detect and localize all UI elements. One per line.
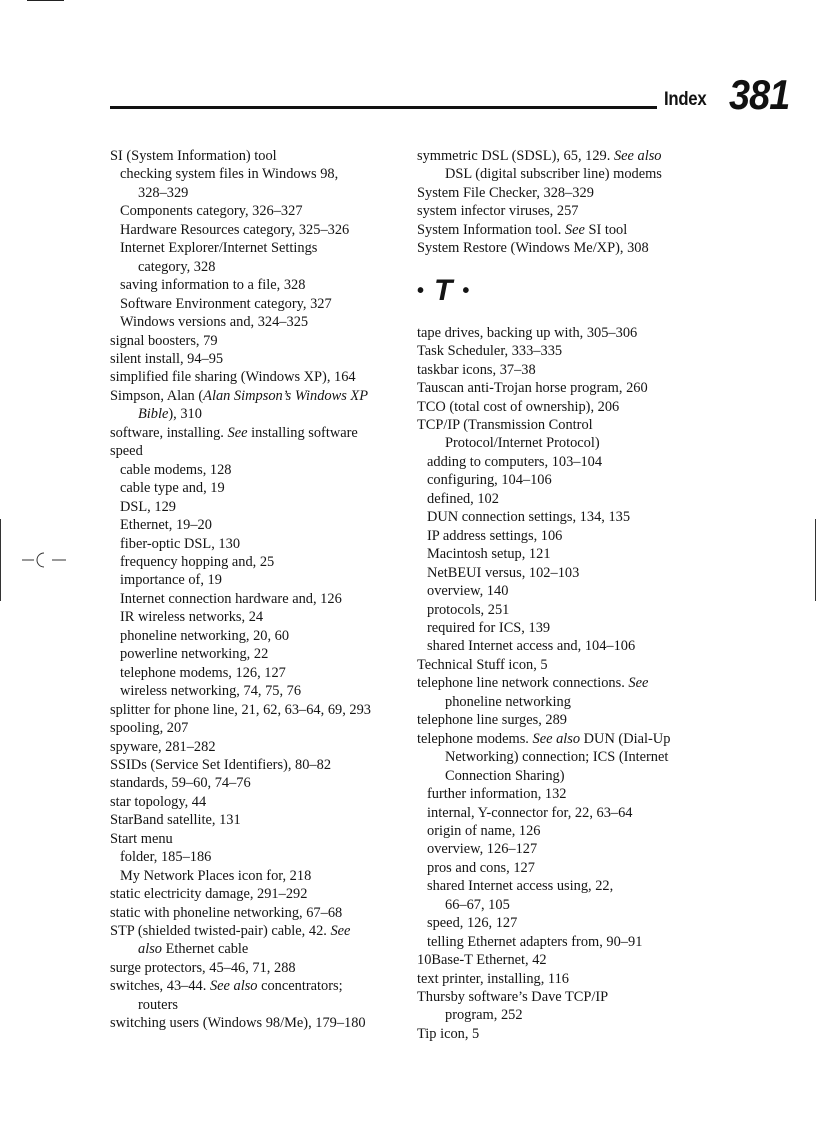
index-entry: text printer, installing, 116 bbox=[417, 970, 569, 987]
index-subentry: category, 328 bbox=[138, 258, 216, 275]
index-subentry: My Network Places icon for, 218 bbox=[120, 867, 312, 884]
index-entry: program, 252 bbox=[445, 1007, 523, 1024]
index-entry: speed bbox=[110, 443, 143, 460]
index-subentry: checking system files in Windows 98, bbox=[120, 166, 339, 183]
index-subentry: Components category, 326–327 bbox=[120, 203, 303, 220]
index-subentry: Internet connection hardware and, 126 bbox=[120, 590, 342, 607]
index-subentry: overview, 126–127 bbox=[427, 841, 538, 858]
index-column-right bbox=[417, 147, 727, 1043]
index-entry: surge protectors, 45–46, 71, 288 bbox=[110, 959, 296, 976]
index-subentry: Hardware Resources category, 325–326 bbox=[120, 221, 350, 238]
index-entry: standards, 59–60, 74–76 bbox=[110, 775, 251, 792]
index-entry: system infector viruses, 257 bbox=[417, 203, 579, 220]
index-entry: SSIDs (Service Set Identifiers), 80–82 bbox=[110, 756, 332, 773]
index-entry: Task Scheduler, 333–335 bbox=[417, 343, 563, 360]
index-subentry: wireless networking, 74, 75, 76 bbox=[120, 683, 302, 700]
index-subentry: Windows versions and, 324–325 bbox=[120, 314, 309, 331]
index-subentry: telling Ethernet adapters from, 90–91 bbox=[427, 933, 643, 950]
index-column-left bbox=[110, 147, 410, 1033]
index-entry: Start menu bbox=[110, 830, 173, 847]
index-entry: also Ethernet cable bbox=[138, 941, 249, 958]
section-letter: T bbox=[434, 274, 453, 308]
index-entry: Technical Stuff icon, 5 bbox=[417, 656, 548, 673]
index-subentry: saving information to a file, 328 bbox=[120, 277, 306, 294]
index-subentry: frequency hopping and, 25 bbox=[120, 553, 275, 570]
index-entry: DSL (digital subscriber line) modems bbox=[445, 166, 662, 183]
index-entry: Protocol/Internet Protocol) bbox=[445, 435, 600, 452]
index-entry: Thursby software’s Dave TCP/IP bbox=[417, 989, 609, 1006]
index-subentry: protocols, 251 bbox=[427, 601, 510, 618]
index-subentry: Macintosh setup, 121 bbox=[427, 546, 551, 563]
index-entry: System Information tool. See SI tool bbox=[417, 221, 628, 238]
index-subentry: phoneline networking, 20, 60 bbox=[120, 627, 290, 644]
index-entry: 10Base-T Ethernet, 42 bbox=[417, 952, 547, 969]
index-entry: StarBand satellite, 131 bbox=[110, 812, 241, 829]
index-subentry: Ethernet, 19–20 bbox=[120, 517, 212, 534]
index-entry: Bible), 310 bbox=[138, 406, 202, 423]
index-entry: switching users (Windows 98/Me), 179–180 bbox=[110, 1015, 366, 1032]
index-entry: software, installing. See installing software bbox=[110, 424, 358, 441]
index-subentry: shared Internet access and, 104–106 bbox=[427, 638, 636, 655]
index-subentry: IP address settings, 106 bbox=[427, 527, 563, 544]
index-subentry: pros and cons, 127 bbox=[427, 859, 535, 876]
index-entry: TCP/IP (Transmission Control bbox=[417, 416, 593, 433]
index-entry: TCO (total cost of ownership), 206 bbox=[417, 398, 620, 415]
index-entry: Tip icon, 5 bbox=[417, 1025, 480, 1042]
index-entry: static with phoneline networking, 67–68 bbox=[110, 904, 343, 921]
index-entry: splitter for phone line, 21, 62, 63–64, 69, 293 bbox=[110, 701, 371, 718]
index-subentry: telephone modems, 126, 127 bbox=[120, 664, 286, 681]
index-subentry: internal, Y-connector for, 22, 63–64 bbox=[427, 804, 633, 821]
index-entry: spooling, 207 bbox=[110, 720, 189, 737]
index-subentry: configuring, 104–106 bbox=[427, 472, 552, 489]
index-entry: telephone modems. See also DUN (Dial-Up bbox=[417, 730, 671, 747]
index-entry: Tauscan anti-Trojan horse program, 260 bbox=[417, 380, 648, 397]
index-section-s-continued bbox=[417, 147, 727, 258]
registration-mark-icon bbox=[22, 551, 66, 569]
index-subentry: fiber-optic DSL, 130 bbox=[120, 535, 241, 552]
index-subentry: NetBEUI versus, 102–103 bbox=[427, 564, 580, 581]
crop-mark-left bbox=[0, 519, 1, 601]
index-subentry: adding to computers, 103–104 bbox=[427, 453, 603, 470]
index-entry: tape drives, backing up with, 305–306 bbox=[417, 324, 638, 341]
index-subentry: overview, 140 bbox=[427, 583, 509, 600]
index-entry: Simpson, Alan (Alan Simpson’s Windows XP bbox=[110, 387, 368, 404]
page-number: 381 bbox=[729, 71, 790, 118]
index-entry: silent install, 94–95 bbox=[110, 350, 224, 367]
index-entry: symmetric DSL (SDSL), 65, 129. See also bbox=[417, 148, 662, 164]
index-entry: telephone line network connections. See bbox=[417, 675, 649, 692]
index-entry: switches, 43–44. See also concentrators; bbox=[110, 978, 343, 995]
index-entry: System Restore (Windows Me/XP), 308 bbox=[417, 240, 649, 257]
index-entry: routers bbox=[138, 996, 178, 1013]
index-entry: STP (shielded twisted-pair) cable, 42. See bbox=[110, 923, 351, 940]
index-subentry: DUN connection settings, 134, 135 bbox=[427, 509, 631, 526]
index-subentry: powerline networking, 22 bbox=[120, 646, 269, 663]
index-subentry: Software Environment category, 327 bbox=[120, 295, 332, 312]
index-entry: SI (System Information) tool bbox=[110, 148, 277, 164]
index-subentry: 328–329 bbox=[138, 184, 189, 201]
bullet-icon: • bbox=[462, 280, 470, 303]
index-entry: static electricity damage, 291–292 bbox=[110, 886, 308, 903]
index-entry: star topology, 44 bbox=[110, 793, 207, 810]
header-rule bbox=[110, 106, 657, 109]
index-subentry: further information, 132 bbox=[427, 786, 567, 803]
index-subentry: Internet Explorer/Internet Settings bbox=[120, 240, 318, 257]
index-subentry: speed, 126, 127 bbox=[427, 915, 518, 932]
index-subentry: 66–67, 105 bbox=[445, 896, 510, 913]
index-subentry: cable type and, 19 bbox=[120, 480, 225, 497]
index-entry: Networking) connection; ICS (Internet bbox=[445, 749, 669, 766]
index-subentry: defined, 102 bbox=[427, 490, 499, 507]
index-entry: Connection Sharing) bbox=[445, 767, 565, 784]
index-subentry: DSL, 129 bbox=[120, 498, 176, 515]
index-entry: System File Checker, 328–329 bbox=[417, 184, 594, 201]
bullet-icon: • bbox=[417, 280, 425, 303]
index-subentry: IR wireless networks, 24 bbox=[120, 609, 264, 626]
index-subentry: required for ICS, 139 bbox=[427, 619, 551, 636]
running-head: Index bbox=[664, 89, 707, 110]
index-section-t bbox=[417, 324, 727, 1044]
crop-mark-top bbox=[27, 0, 64, 1]
index-entry: taskbar icons, 37–38 bbox=[417, 361, 536, 378]
index-subentry: importance of, 19 bbox=[120, 572, 222, 589]
index-entry: signal boosters, 79 bbox=[110, 332, 218, 349]
index-subentry: shared Internet access using, 22, bbox=[427, 878, 614, 895]
index-entry: telephone line surges, 289 bbox=[417, 712, 568, 729]
index-entry: spyware, 281–282 bbox=[110, 738, 216, 755]
index-entry: simplified file sharing (Windows XP), 164 bbox=[110, 369, 356, 386]
index-entry: phoneline networking bbox=[445, 693, 571, 710]
index-subentry: origin of name, 126 bbox=[427, 822, 541, 839]
index-subentry: cable modems, 128 bbox=[120, 461, 232, 478]
index-subentry: folder, 185–186 bbox=[120, 849, 212, 866]
section-heading-t bbox=[417, 264, 727, 320]
